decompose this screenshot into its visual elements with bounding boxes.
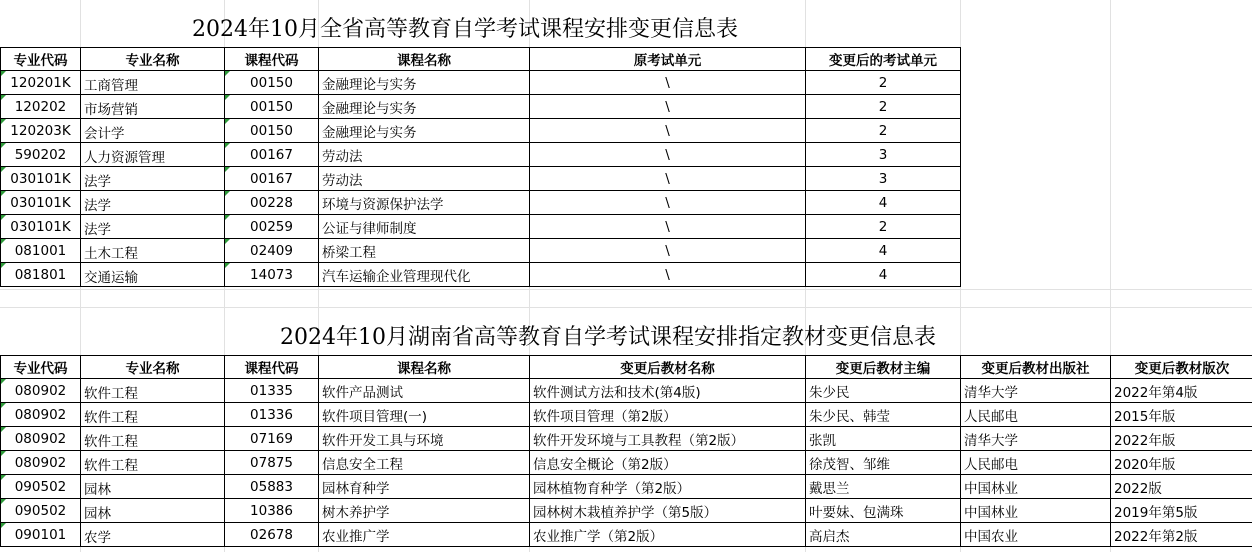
table-row [1,263,961,287]
table1-header-cell[interactable]: 原考试单元 [530,48,806,71]
table2-cell[interactable]: 2022年第2版 [1111,523,1252,547]
table2-cell[interactable]: 080902 [1,403,81,427]
table1-cell[interactable]: 02409 [225,239,319,263]
table2-cell[interactable]: 2019年第5版 [1111,499,1252,523]
table2-header-cell[interactable]: 变更后教材出版社 [961,356,1111,379]
table2-cell[interactable]: 软件项目管理（第2版） [530,403,806,427]
table1-cell[interactable]: 590202 [1,143,81,167]
table1-cell[interactable]: 汽车运输企业管理现代化 [319,263,530,287]
table2-cell[interactable]: 人民邮电 [961,403,1111,427]
table2-cell[interactable]: 05883 [225,475,319,499]
table1-cell[interactable]: 法学 [81,167,225,191]
table2-cell[interactable]: 090502 [1,499,81,523]
grid-line [0,289,1252,290]
table1-cell[interactable]: 120202 [1,95,81,119]
table1-cell[interactable]: 人力资源管理 [81,143,225,167]
table2-header-cell[interactable]: 变更后教材版次 [1111,356,1252,379]
table1-cell[interactable]: 00259 [225,215,319,239]
table1-cell[interactable]: \ [530,95,806,119]
table2-title: 2024年10月湖南省高等教育自学考试课程安排指定教材变更信息表 [280,325,936,350]
table1-cell[interactable]: 00150 [225,71,319,95]
table2-cell[interactable]: 2022年版 [1111,427,1252,451]
table1-cell[interactable]: 4 [806,191,961,215]
table2-cell[interactable]: 树木养护学 [319,499,530,523]
table2-header-cell[interactable]: 课程代码 [225,356,319,379]
table1-header-cell[interactable]: 变更后的考试单元 [806,48,961,71]
table-row [1,475,1252,499]
table1-cell[interactable]: 14073 [225,263,319,287]
table1-cell[interactable]: 法学 [81,191,225,215]
table1-cell[interactable]: 土木工程 [81,239,225,263]
table2 [0,355,1252,547]
table1-cell[interactable]: \ [530,71,806,95]
table2-cell[interactable]: 软件测试方法和技术(第4版) [530,379,806,403]
table1-cell[interactable]: 交通运输 [81,263,225,287]
table1-header-cell[interactable]: 课程名称 [319,48,530,71]
table-row [1,239,961,263]
table2-cell[interactable]: 软件开发工具与环境 [319,427,530,451]
table2-cell[interactable]: 软件工程 [81,403,225,427]
table2-cell[interactable]: 软件工程 [81,379,225,403]
table1-title: 2024年10月全省高等教育自学考试课程安排变更信息表 [192,17,738,42]
table-row [1,119,961,143]
table2-header-cell[interactable]: 课程名称 [319,356,530,379]
table2-cell[interactable]: 清华大学 [961,379,1111,403]
table2-header-cell[interactable]: 专业代码 [1,356,81,379]
table2-cell[interactable]: 10386 [225,499,319,523]
table1-cell[interactable]: 金融理论与实务 [319,95,530,119]
table2-cell[interactable]: 高启杰 [806,523,961,547]
table2-cell[interactable]: 080902 [1,379,81,403]
table2-cell[interactable]: 园林植物育种学（第2版） [530,475,806,499]
table2-header-cell[interactable]: 变更后教材主编 [806,356,961,379]
table1-cell[interactable]: 00150 [225,95,319,119]
table-row [1,523,1252,547]
table1-cell[interactable]: \ [530,167,806,191]
table1-cell[interactable]: 030101K [1,167,81,191]
table1-cell[interactable]: 00228 [225,191,319,215]
table-row [1,427,1252,451]
table1-cell[interactable]: \ [530,143,806,167]
table2-cell[interactable]: 2015年版 [1111,403,1252,427]
table1-cell[interactable]: 120203K [1,119,81,143]
table2-cell[interactable]: 2020年版 [1111,451,1252,475]
table2-cell[interactable]: 园林 [81,475,225,499]
table2-cell[interactable]: 张凯 [806,427,961,451]
table2-cell[interactable]: 信息安全概论（第2版） [530,451,806,475]
table1-cell[interactable]: 030101K [1,215,81,239]
table2-header-row [1,356,1252,379]
table2-cell[interactable]: 软件工程 [81,451,225,475]
table1-cell[interactable]: 金融理论与实务 [319,71,530,95]
table2-cell[interactable]: 清华大学 [961,427,1111,451]
table2-cell[interactable]: 软件工程 [81,427,225,451]
table2-cell[interactable]: 农业推广学（第2版） [530,523,806,547]
table2-cell[interactable]: 中国林业 [961,499,1111,523]
table2-cell[interactable]: 2022版 [1111,475,1252,499]
table1-cell[interactable]: \ [530,119,806,143]
table2-cell[interactable]: 02678 [225,523,319,547]
table1-cell[interactable]: 法学 [81,215,225,239]
table2-cell[interactable]: 农学 [81,523,225,547]
table2-cell[interactable]: 07169 [225,427,319,451]
table1-cell[interactable]: 2 [806,95,961,119]
table1-cell[interactable]: 081801 [1,263,81,287]
table-row [1,71,961,95]
table1-cell[interactable]: \ [530,239,806,263]
table1-cell[interactable]: 工商管理 [81,71,225,95]
table-row [1,451,1252,475]
table1-cell[interactable]: 2 [806,215,961,239]
table1-cell[interactable]: 3 [806,143,961,167]
table1-cell[interactable]: 00167 [225,167,319,191]
table1-header-cell[interactable]: 专业代码 [1,48,81,71]
table2-cell[interactable]: 园林树木栽植养护学（第5版） [530,499,806,523]
table2-cell[interactable]: 090502 [1,475,81,499]
table1-cell[interactable]: 市场营销 [81,95,225,119]
table1-cell[interactable]: 桥梁工程 [319,239,530,263]
table-row [1,191,961,215]
table1 [0,47,961,287]
table2-cell[interactable]: 戴思兰 [806,475,961,499]
table2-cell[interactable]: 软件开发环境与工具教程（第2版） [530,427,806,451]
table2-header-cell[interactable]: 变更后教材名称 [530,356,806,379]
table-row [1,143,961,167]
table1-cell[interactable]: 00167 [225,143,319,167]
table2-cell[interactable]: 朱少民 [806,379,961,403]
table2-cell[interactable]: 软件项目管理(一) [319,403,530,427]
table1-cell[interactable]: 030101K [1,191,81,215]
table2-cell[interactable]: 01336 [225,403,319,427]
table2-cell[interactable]: 徐茂智、邹维 [806,451,961,475]
table2-cell[interactable]: 软件产品测试 [319,379,530,403]
table1-cell[interactable]: \ [530,263,806,287]
table2-cell[interactable]: 园林 [81,499,225,523]
table1-cell[interactable]: \ [530,215,806,239]
table2-cell[interactable]: 07875 [225,451,319,475]
table1-cell[interactable]: 环境与资源保护法学 [319,191,530,215]
table1-cell[interactable]: 金融理论与实务 [319,119,530,143]
table2-cell[interactable]: 中国林业 [961,475,1111,499]
table1-cell[interactable]: 劳动法 [319,143,530,167]
table-row [1,95,961,119]
table-row [1,167,961,191]
table1-cell[interactable]: 劳动法 [319,167,530,191]
table2-header-cell[interactable]: 专业名称 [81,356,225,379]
table-row [1,499,1252,523]
table2-cell[interactable]: 01335 [225,379,319,403]
table2-cell[interactable]: 朱少民、韩莹 [806,403,961,427]
table-row [1,215,961,239]
table1-header-cell[interactable]: 课程代码 [225,48,319,71]
table2-cell[interactable]: 农业推广学 [319,523,530,547]
table2-cell[interactable]: 中国农业 [961,523,1111,547]
table1-cell[interactable]: 4 [806,263,961,287]
table-row [1,403,1252,427]
table1-cell[interactable]: 会计学 [81,119,225,143]
table1-cell[interactable]: 081001 [1,239,81,263]
table2-cell[interactable]: 2022年第4版 [1111,379,1252,403]
table2-cell[interactable]: 080902 [1,427,81,451]
table1-cell[interactable]: 2 [806,119,961,143]
table1-cell[interactable]: 4 [806,239,961,263]
table2-cell[interactable]: 园林育种学 [319,475,530,499]
table1-cell[interactable]: 3 [806,167,961,191]
table2-cell[interactable]: 090101 [1,523,81,547]
table1-cell[interactable]: 120201K [1,71,81,95]
table1-cell[interactable]: \ [530,191,806,215]
table2-cell[interactable]: 叶要妹、包满珠 [806,499,961,523]
table2-cell[interactable]: 人民邮电 [961,451,1111,475]
grid-line [0,307,1252,308]
table1-cell[interactable]: 2 [806,71,961,95]
table1-cell[interactable]: 00150 [225,119,319,143]
table2-cell[interactable]: 080902 [1,451,81,475]
table1-header-row [1,48,961,71]
table2-cell[interactable]: 信息安全工程 [319,451,530,475]
table1-header-cell[interactable]: 专业名称 [81,48,225,71]
table-row [1,379,1252,403]
table1-cell[interactable]: 公证与律师制度 [319,215,530,239]
